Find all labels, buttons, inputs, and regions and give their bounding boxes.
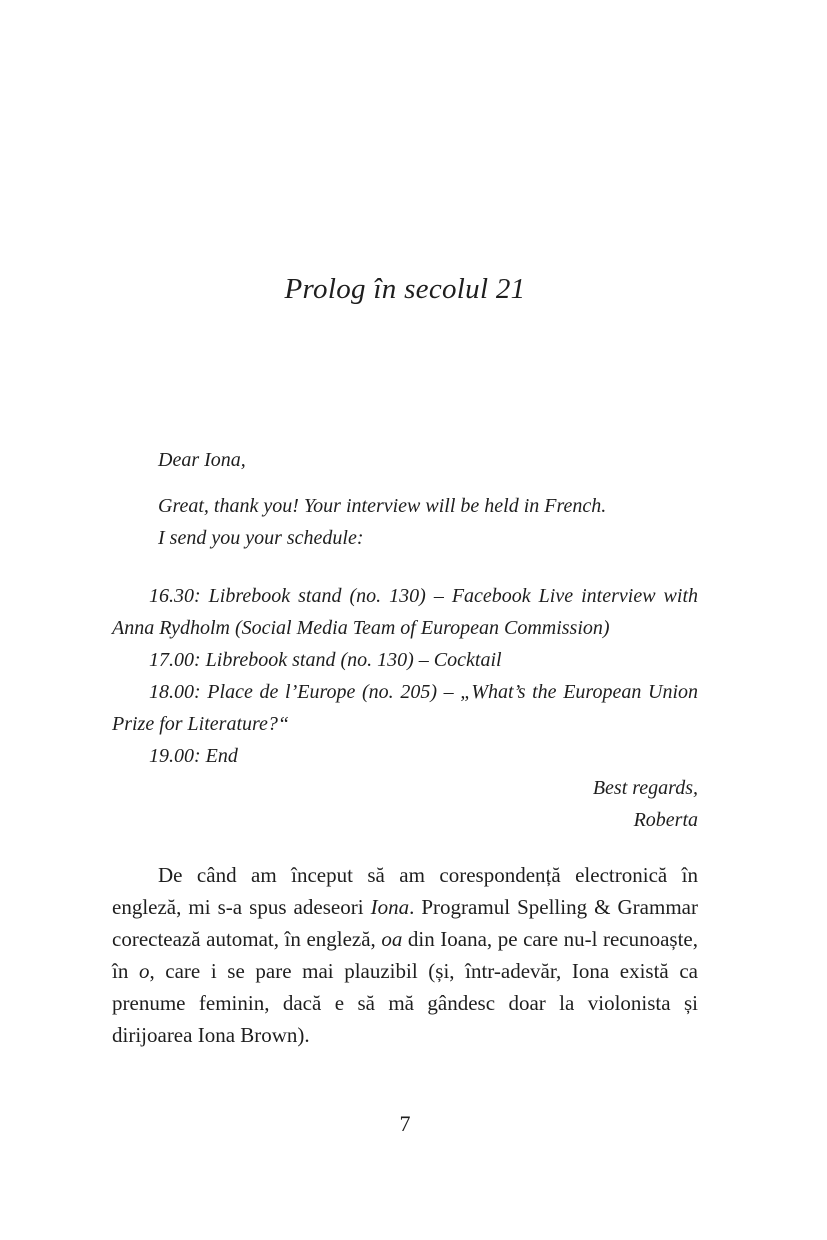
letter-salutation: Dear Iona, [158,449,246,471]
schedule-item: 19.00: End [149,745,238,767]
page-title: Prolog în secolul 21 [284,273,526,305]
letter-intro-line: I send you your schedule: [158,527,364,549]
page-content [112,0,698,1136]
schedule-item: 17.00: Librebook stand (no. 130) – Cocktail [149,649,502,671]
body-paragraph: De când am început să am corespondență electronică în engleză, mi s-a spus adeseori Iona. Programul Spelling & Grammar corectează automat, în engleză, oa din Ioana, pe care nu-l recunoaște, în o, care i se pare mai plauzibil (și, într-adevăr, Iona există ca prenume feminin, dacă e să mă gândesc doar la violonista și dirijoarea Iona Brown). [112,863,698,1047]
letter-intro-line: Great, thank you! Your interview will be held in French. [158,495,607,517]
page-number: 7 [399,1111,411,1136]
letter-intro [158,490,698,554]
schedule-item: 16.30: Librebook stand (no. 130) – Facebook Live interview with Anna Rydholm (Social Media Team of European Commission) [112,585,698,639]
letter-schedule [112,580,698,772]
letter-signature: Roberta [633,809,698,831]
schedule-item: 18.00: Place de l’Europe (no. 205) – „What’s the European Union Prize for Literature?“ [112,681,698,735]
letter-closing: Best regards, [592,777,698,799]
email-letter [112,444,698,836]
